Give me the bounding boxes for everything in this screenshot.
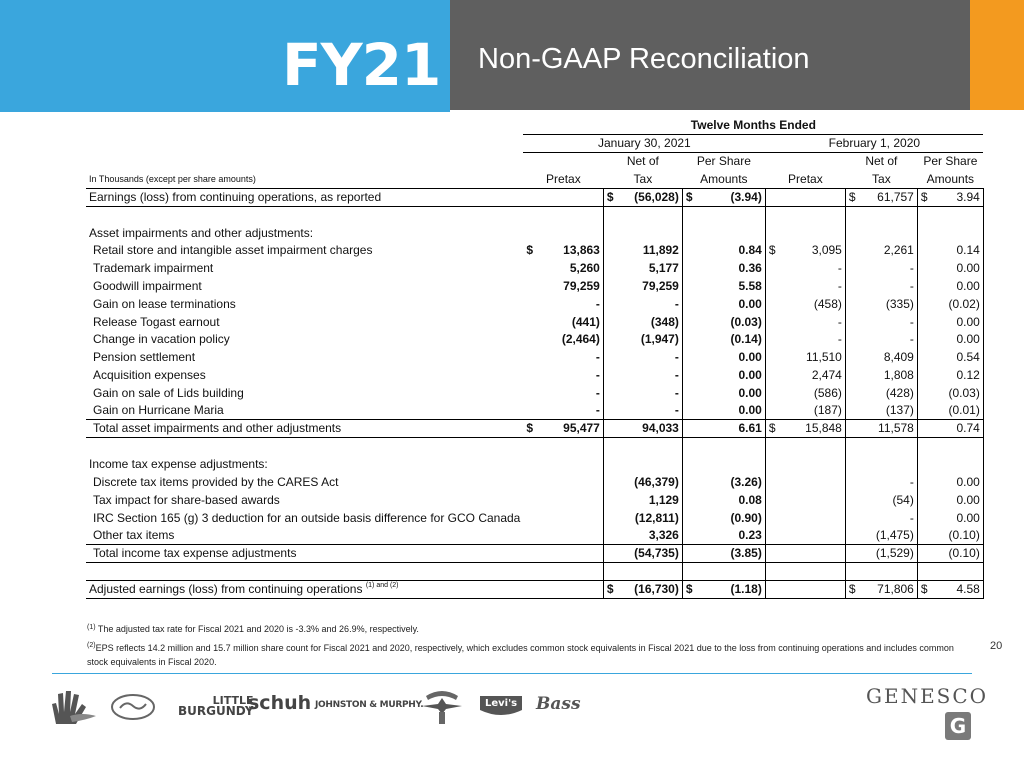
table-row: Discrete tax items provided by the CARES Act (46,379) (3.26) - 0.00 xyxy=(86,474,983,492)
table-row: Other tax items 3,326 0.23 (1,475) (0.10) xyxy=(86,527,983,545)
spacer-row xyxy=(86,206,983,224)
footnote-1: $^{(1)}$ The adjusted tax rate for Fiscal 2021 and 2020 is -3.3% and 26.9%, respectively. xyxy=(87,624,419,634)
table-row: Tax impact for share-based awards 1,129 0.08 (54) 0.00 xyxy=(86,491,983,509)
col-amounts: Amounts xyxy=(682,171,765,189)
col-amounts: Amounts xyxy=(917,171,983,189)
schuh-logo: schuh xyxy=(248,692,312,714)
col-tax: Tax xyxy=(845,171,917,189)
total-tax-row: Total income tax expense adjustments (54,735) (3.85) (1,529) (0.10) xyxy=(86,545,983,563)
period-fy21: January 30, 2021 xyxy=(523,135,765,153)
col-header-row-2 xyxy=(86,171,983,189)
units-label: In Thousands (except per share amounts) xyxy=(86,171,523,189)
row-label: Earnings (loss) from continuing operations, as reported xyxy=(86,188,523,206)
header-orange-accent xyxy=(970,0,1024,110)
page-title: Non-GAAP Reconciliation xyxy=(478,43,810,75)
col-net-of: Net of xyxy=(626,154,659,169)
period-label: Twelve Months Ended xyxy=(523,117,983,135)
col-pretax: Pretax xyxy=(523,171,603,189)
journeys-hand-icon xyxy=(46,686,102,728)
fiscal-year-label: FY21 xyxy=(282,31,441,99)
period-fy20: February 1, 2020 xyxy=(765,135,983,153)
levis-logo-text: Levi's xyxy=(485,698,518,709)
table-row: Pension settlement - - 0.00 11,510 8,409 0.54 xyxy=(86,349,983,367)
journeys-kidz-icon xyxy=(110,692,156,722)
earnings-row: Earnings (loss) from continuing operations, as reported $ (56,028) $ (3.94) $ 61,757 $ 3.94 xyxy=(86,188,983,206)
table-row: Release Togast earnout (441) (348) (0.03) - - 0.00 xyxy=(86,313,983,331)
col-per-share: Per Share xyxy=(923,154,978,169)
table-row: Acquisition expenses - - 0.00 2,474 1,808 0.12 xyxy=(86,367,983,385)
brand-logo-strip xyxy=(40,682,600,732)
page-number: 20 xyxy=(990,640,1003,652)
table-row: IRC Section 165 (g) 3 deduction for an outside basis difference for GCO Canada (12,811) (0.90) - 0.00 xyxy=(86,509,983,527)
bass-logo: Bass xyxy=(536,694,581,714)
johnston-murphy-logo: JOHNSTON & MURPHY. xyxy=(315,700,424,710)
reconciliation-table xyxy=(86,117,984,599)
table-row: Goodwill impairment 79,259 79,259 5.58 - - 0.00 xyxy=(86,278,983,296)
little-burgundy-logo: LITTLE BURGUNDY xyxy=(178,694,254,718)
section-heading-tax: Income tax expense adjustments: xyxy=(86,456,983,474)
col-tax: Tax xyxy=(603,171,682,189)
spacer-row xyxy=(86,438,983,456)
section-heading-assets: Asset impairments and other adjustments: xyxy=(86,224,983,242)
genesco-g-mark-icon xyxy=(945,712,971,740)
table-row: Gain on sale of Lids building - - 0.00 (586) (428) (0.03) xyxy=(86,384,983,402)
table-row: Gain on lease terminations - - 0.00 (458) (335) (0.02) xyxy=(86,295,983,313)
genesco-logo-text: GENESCO xyxy=(866,684,989,708)
col-net-of: Net of xyxy=(865,154,898,169)
spacer-row xyxy=(86,563,983,581)
col-per-share: Per Share xyxy=(696,154,751,169)
date-header-row xyxy=(86,135,983,153)
lids-sports-emblem-icon xyxy=(420,684,464,728)
table-row: Retail store and intangible asset impairment charges $ 13,863 11,892 0.84 $ 3,095 2,261 0.14 xyxy=(86,242,983,260)
total-assets-row: Total asset impairments and other adjustments $ 95,477 94,033 6.61 $ 15,848 11,578 0.74 xyxy=(86,420,983,438)
period-header-row xyxy=(86,117,983,135)
footer-divider xyxy=(52,673,972,674)
table-row: Gain on Hurricane Maria - - 0.00 (187) (137) (0.01) xyxy=(86,402,983,420)
table-row: Trademark impairment 5,260 5,177 0.36 - - 0.00 xyxy=(86,260,983,278)
adjusted-earnings-row: Adjusted earnings (loss) from continuing operations $^{(1) and (2)}$ $ (16,730) $ (1.18) $ 71,806 $ 4.58 xyxy=(86,581,983,599)
col-header-row-1 xyxy=(86,153,983,171)
col-pretax: Pretax xyxy=(765,171,845,189)
footnote-2: $^{(2)}$EPS reflects 14.2 million and 15.7 million share count for Fiscal 2021 and 2020, respectively, which excludes common stock equivalents in Fiscal 2021 due to the loss from continuing operations and includes common stock equivalents in Fiscal 2020. xyxy=(87,642,954,667)
table-row: Change in vacation policy (2,464) (1,947) (0.14) - - 0.00 xyxy=(86,331,983,349)
genesco-g-letter: G xyxy=(949,714,967,738)
